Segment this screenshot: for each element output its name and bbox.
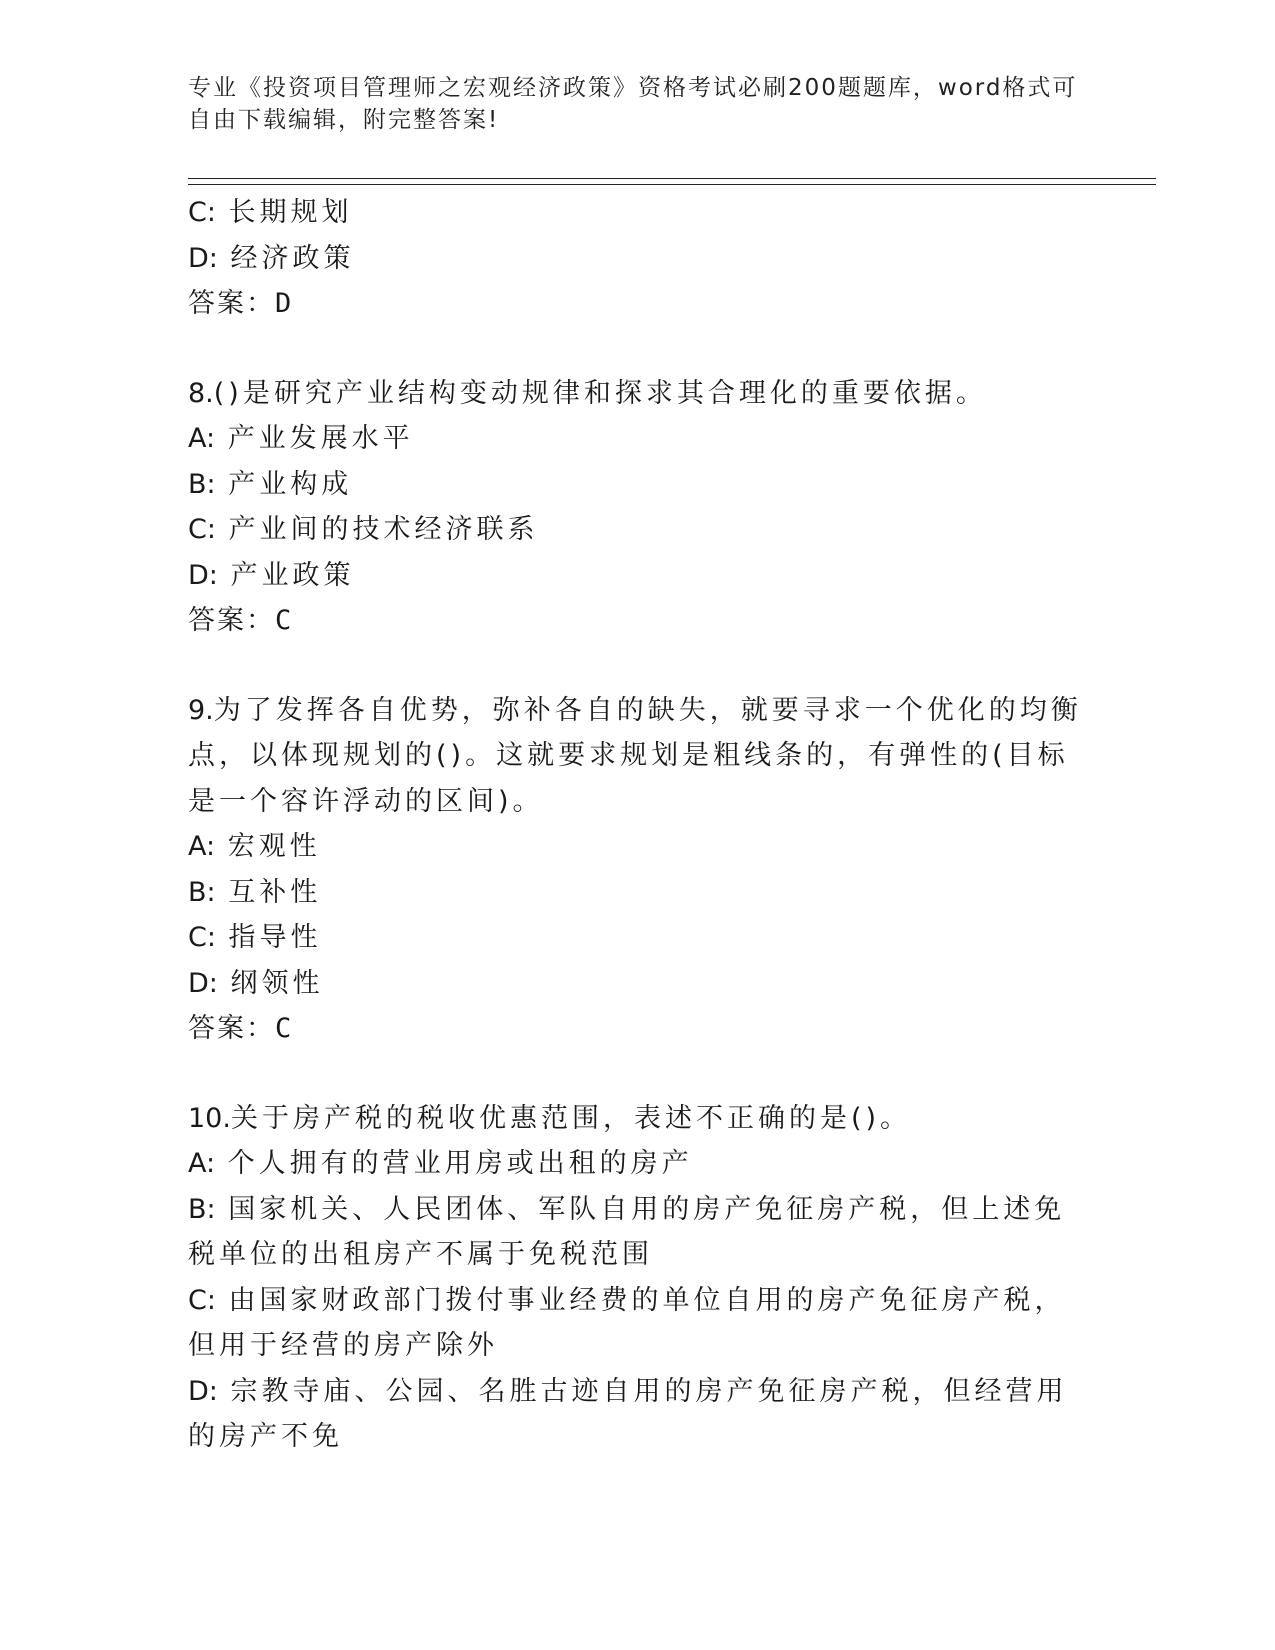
answer-line: 答案：C <box>188 605 292 636</box>
option-d: D: 纲领性 <box>188 967 324 999</box>
question-list <box>188 190 1088 1460</box>
option-a: A: 个人拥有的营业用房或出租的房产 <box>188 1148 693 1179</box>
header-title: 专业《投资项目管理师之宏观经济政策》资格考试必刷200题题库，word格式可自由下载编辑，附完整答案! <box>188 75 1078 133</box>
option-c: C: 指导性 <box>188 922 322 953</box>
option-d: D: 宗教寺庙、公园、名胜古迹自用的房产免征房产税，但经营用的房产不免 <box>188 1375 1068 1452</box>
option-d: D: 产业政策 <box>188 559 355 591</box>
option-b: B: 国家机关、人民团体、军队自用的房产免征房产税，但上述免税单位的出租房产不属于免税范围 <box>188 1193 1066 1270</box>
document-header <box>188 72 1088 136</box>
option-b: B: 产业构成 <box>188 468 353 500</box>
header-double-rule <box>188 178 1156 185</box>
question-stem: 10.关于房产税的税收优惠范围，表述不正确的是()。 <box>188 1102 912 1134</box>
question-stem: 9.为了发挥各自优势，弥补各自的缺失，就要寻求一个优化的均衡点，以体现规划的()。这就要求规划是粗线条的，有弹性的(目标是一个容许浮动的区间)。 <box>188 694 1082 817</box>
option-b: B: 互补性 <box>188 876 322 908</box>
question-9 <box>188 688 1088 1052</box>
option-c: C: 由国家财政部门拨付事业经费的单位自用的房产免征房产税，但用于经营的房产除外 <box>188 1284 1066 1361</box>
option-a: A: 宏观性 <box>188 831 321 862</box>
option-c: C: 产业间的技术经济联系 <box>188 514 539 545</box>
option-a: A: 产业发展水平 <box>188 423 414 454</box>
question-10 <box>188 1096 1088 1460</box>
answer-line: 答案：C <box>188 1013 292 1044</box>
answer-line: 答案：D <box>188 288 292 319</box>
option-d: D: 经济政策 <box>188 242 355 274</box>
question-stem: 8.()是研究产业结构变动规律和探求其合理化的重要依据。 <box>188 377 987 409</box>
question-continuation <box>188 190 1088 327</box>
question-8 <box>188 371 1088 644</box>
option-c: C: 长期规划 <box>188 197 353 228</box>
